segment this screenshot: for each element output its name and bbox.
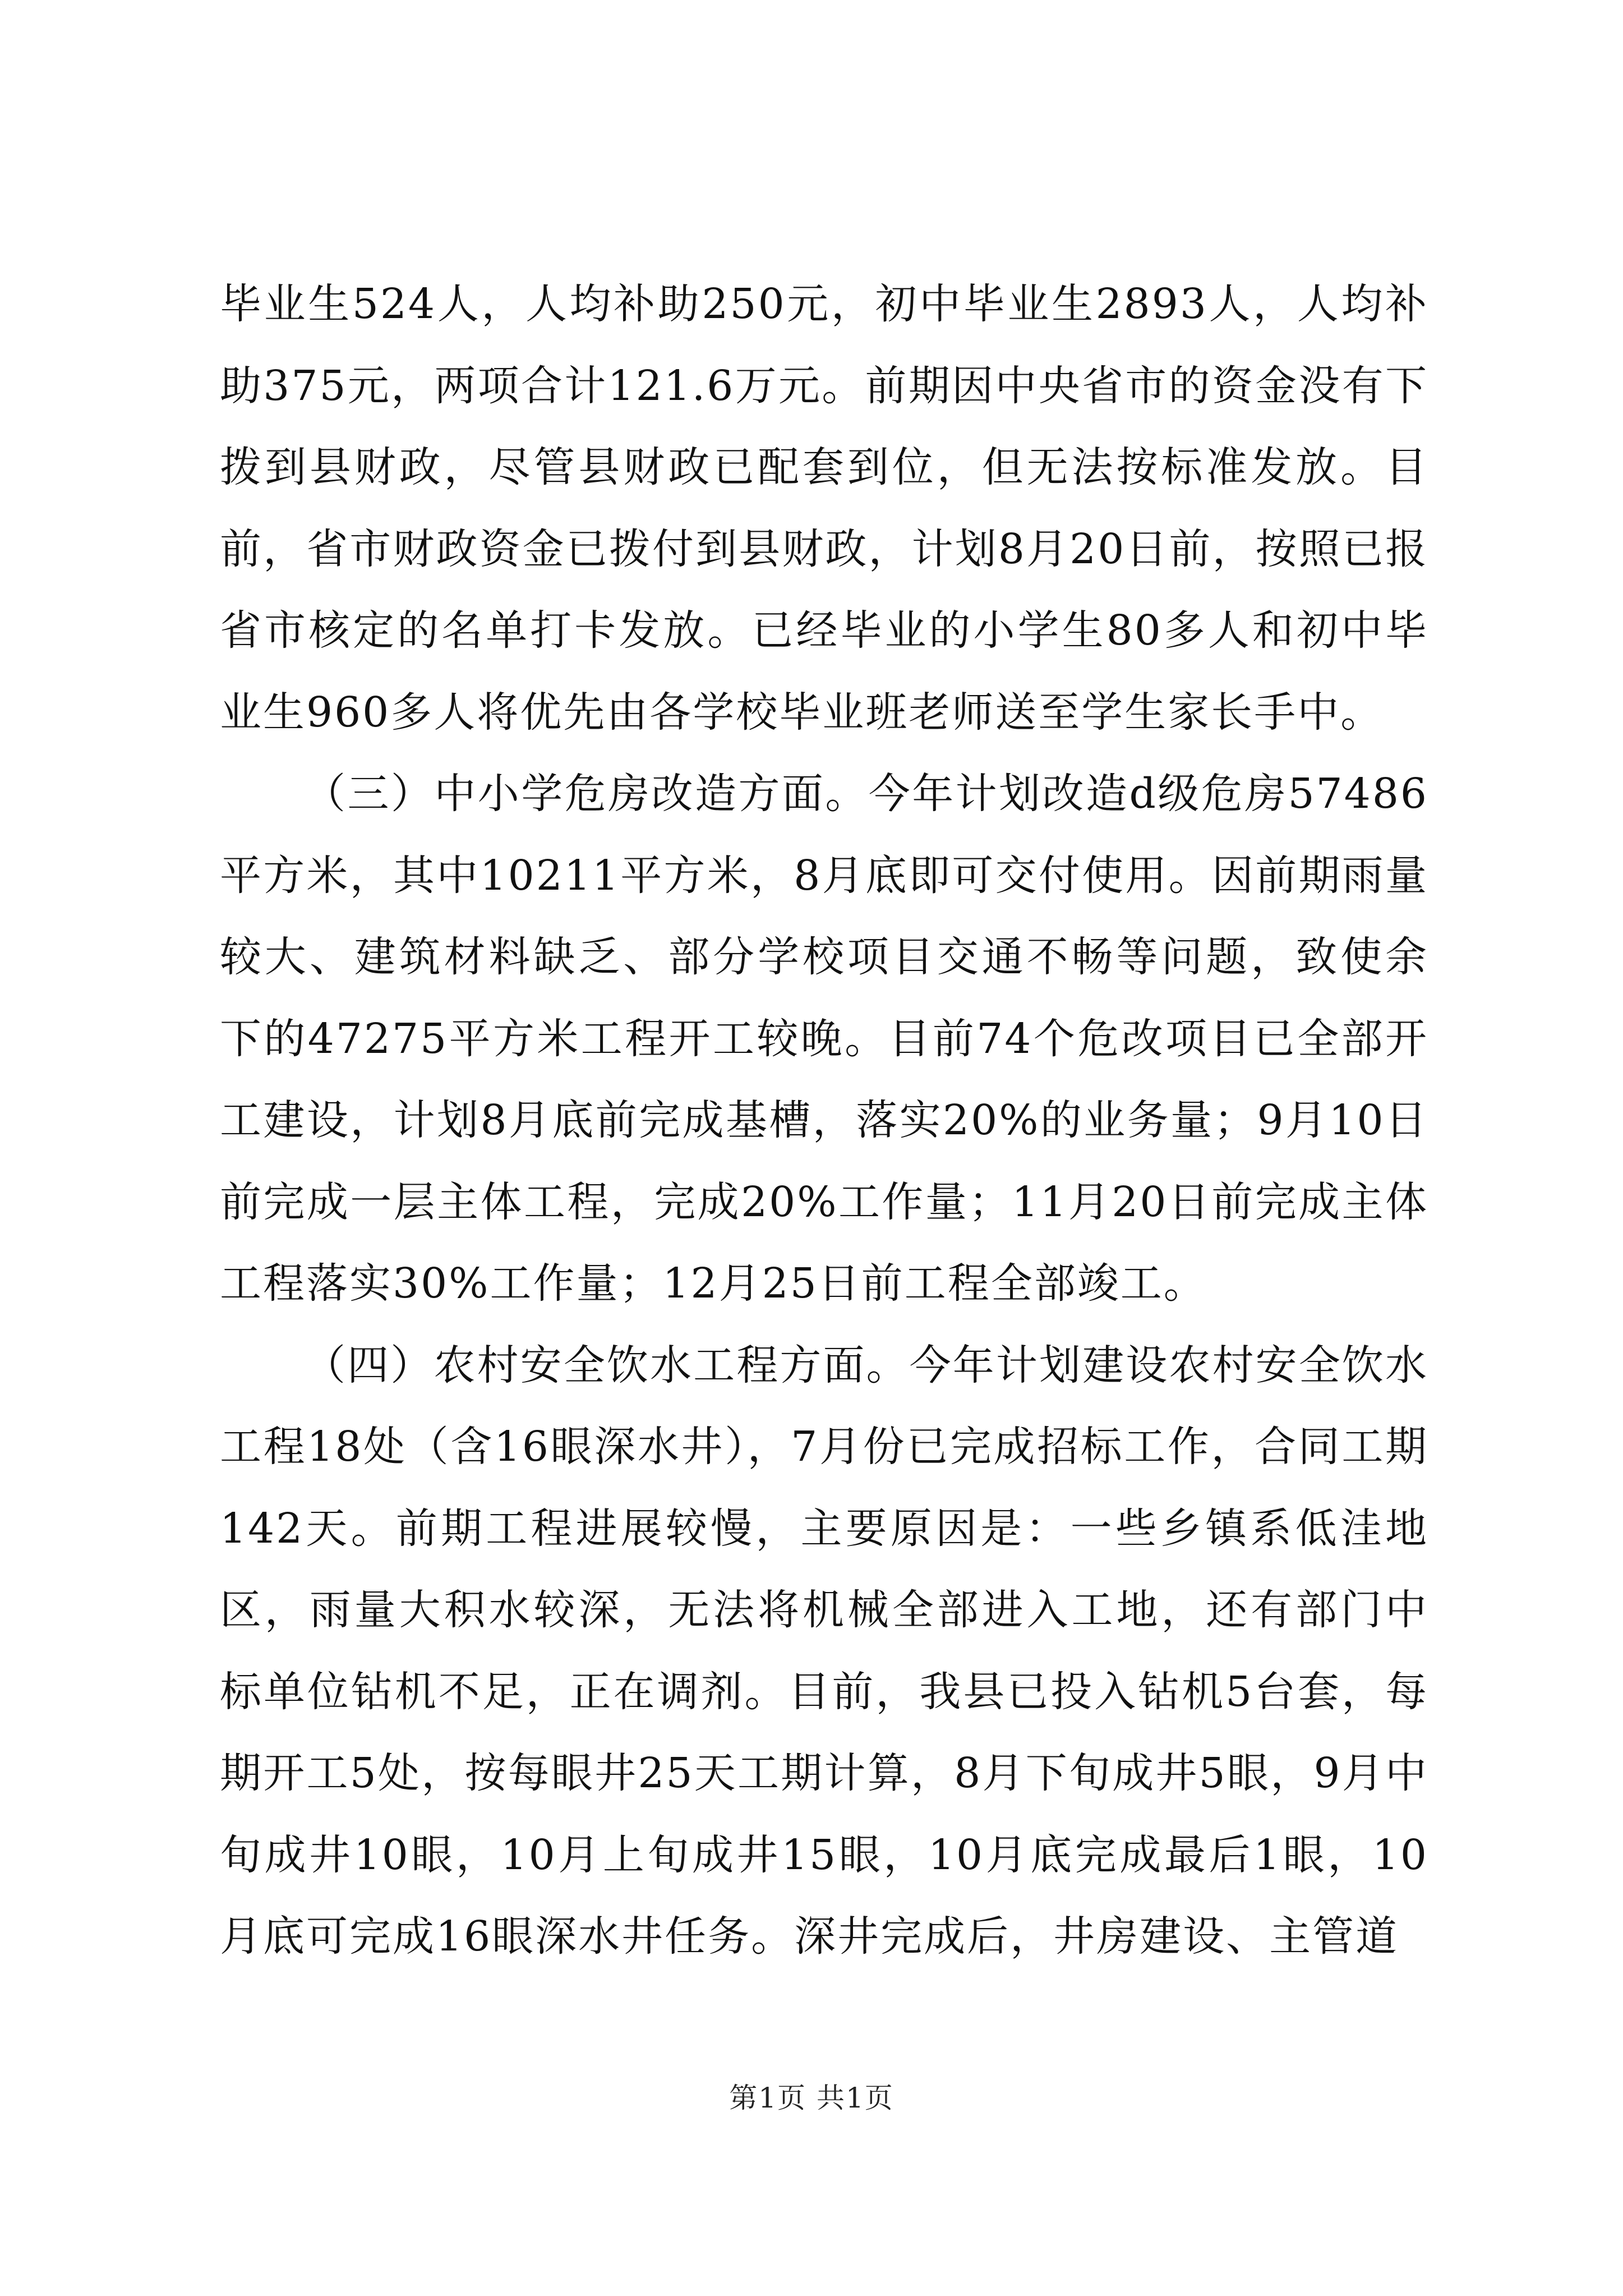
paragraph-student-subsidy: 毕业生524人，人均补助250元，初中毕业生2893人，人均补助375元，两项合计121.6万元。前期因中央省市的资金没有下拨到县财政，尽管县财政已配套到位，但无法按标准发放。目前，省市财政资金已拨付到县财政，计划8月20日前，按照已报省市核定的名单打卡发放。已经毕业的小学生80多人和初中毕业生960多人将优先由各学校毕业班老师送至学生家长手中。 xyxy=(220,280,1428,737)
paragraph-rural-water: （四）农村安全饮水工程方面。今年计划建设农村安全饮水工程18处（含16眼深水井），7月份已完成招标工作，合同工期142天。前期工程进展较慢，主要原因是：一些乡镇系低洼地区，雨量大积水较深，无法将机械全部进入工地，还有部门中标单位钻机不足，正在调剂。目前，我县已投入钻机5台套，每期开工5处，按每眼井25天工期计算，8月下旬成井5眼，9月中旬成井10眼，10月上旬成井15眼，10月底完成最后1眼，10月底可完成16眼深水井任务。深井完成后，井房建设、主管道 xyxy=(220,1341,1428,1961)
document-body xyxy=(220,264,1428,1978)
paragraph-school-renovation: （三）中小学危房改造方面。今年计划改造d级危房57486平方米，其中10211平方米，8月底即可交付使用。因前期雨量较大、建筑材料缺乏、部分学校项目交通不畅等问题，致使余下的47275平方米工程开工较晚。目前74个危改项目已全部开工建设，计划8月底前完成基槽，落实20%的业务量；9月10日前完成一层主体工程，完成20%工作量；11月20日前完成主体工程落实30%工作量；12月25日前工程全部竣工。 xyxy=(220,770,1428,1308)
page-footer: 第1页 共1页 xyxy=(729,2082,894,2114)
